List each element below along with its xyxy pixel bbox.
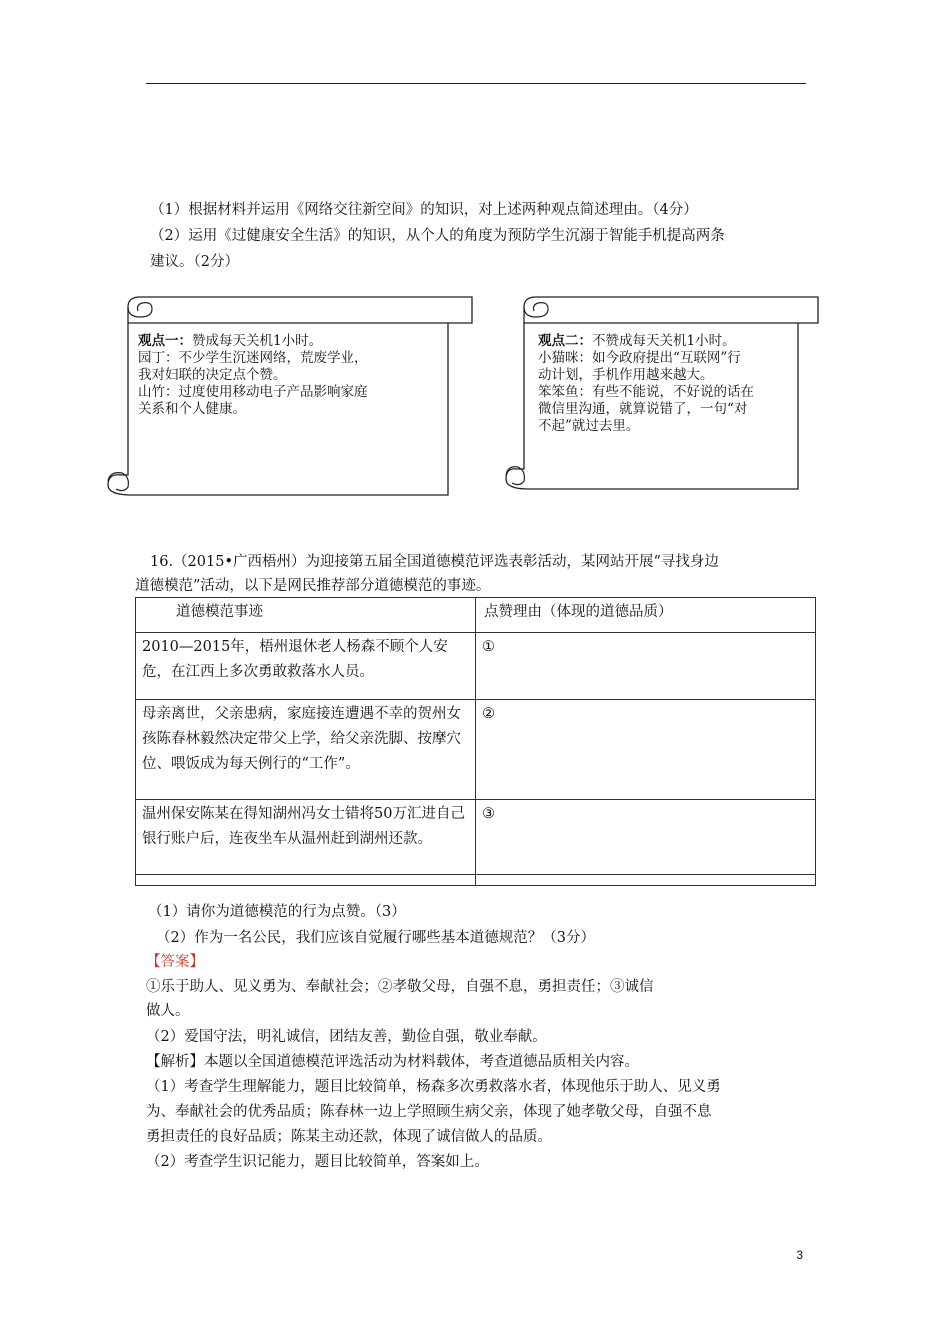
viewpoint-one-line: 关系和个人健康。 xyxy=(138,401,246,417)
viewpoint-two-line: 不起”就过去里。 xyxy=(538,418,640,434)
viewpoint-two-scroll xyxy=(500,295,825,495)
table-row-empty xyxy=(136,875,816,886)
viewpoint-one-line: 山竹：过度使用移动电子产品影响家庭 xyxy=(138,384,368,400)
viewpoint-two-line: 不赞成每天关机1小时。 xyxy=(592,333,736,349)
moral-model-table xyxy=(135,597,816,886)
viewpoint-two-line: 小猫咪：如今政府提出“互联网”行 xyxy=(538,350,741,366)
analysis-line4: 勇担责任的良好品质；陈某主动还款，体现了诚信做人的品质。 xyxy=(146,1129,552,1145)
viewpoint-one-line: 我对妇联的决定点个赞。 xyxy=(138,367,287,383)
header-rule xyxy=(146,83,806,84)
viewpoint-one-title: 观点一： xyxy=(138,333,192,349)
answer-2: （2）爱国守法，明礼诚信，团结友善，勤俭自强，敬业奉献。 xyxy=(146,1029,547,1045)
table-row xyxy=(136,800,816,875)
table-cell-reason: ① xyxy=(476,633,816,700)
page-number: 3 xyxy=(796,1248,803,1262)
table-cell-reason: ② xyxy=(476,700,816,800)
viewpoint-two-title: 观点二： xyxy=(538,333,592,349)
sub-question-1: （1）请你为道德模范的行为点赞。（3） xyxy=(148,904,406,920)
analysis-line3: 为、奉献社会的优秀品质；陈春林一边上学照顾生病父亲，体现了她孝敬父母，自强不息 xyxy=(146,1104,712,1120)
table-cell-story: 母亲离世，父亲患病，家庭接连遭遇不幸的贺州女孩陈春林毅然决定带父上学，给父亲洗脚、按摩穴位、喂饭成为每天例行的“工作”。 xyxy=(136,700,476,800)
table-row xyxy=(136,700,816,800)
viewpoint-two-line: 动计划，手机作用越来越大。 xyxy=(538,367,714,383)
table-cell-story: 温州保安陈某在得知湖州冯女士错将50万汇进自己银行账户后，连夜坐车从温州赶到湖州还款。 xyxy=(136,800,476,875)
question-2-line1: （2）运用《过健康安全生活》的知识，从个人的角度为预防学生沉溺于智能手机提高两条 xyxy=(150,228,725,244)
table-header-row xyxy=(136,598,816,633)
sub-question-2: （2）作为一名公民，我们应该自觉履行哪些基本道德规范？（3分） xyxy=(156,930,595,946)
answer-1-line2: 做人。 xyxy=(146,1003,190,1019)
table-header: 道德模范事迹 xyxy=(136,598,476,633)
answer-label: 【答案】 xyxy=(146,954,204,970)
table-cell-reason: ③ xyxy=(476,800,816,875)
table-cell-story: 2010—2015年，梧州退休老人杨森不顾个人安危，在江西上多次勇敢救落水人员。 xyxy=(136,633,476,700)
question-16-line2: 道德模范”活动，以下是网民推荐部分道德模范的事迹。 xyxy=(135,578,491,594)
viewpoint-two-line: 微信里沟通，就算说错了，一句“对 xyxy=(538,401,748,417)
viewpoint-one-scroll xyxy=(100,295,480,505)
analysis-line1: 【解析】本题以全国道德模范评选活动为材料载体，考查道德品质相关内容。 xyxy=(146,1054,639,1070)
answer-1-line1: ①乐于助人、见义勇为、奉献社会；②孝敬父母，自强不息，勇担责任；③诚信 xyxy=(146,979,654,995)
table-row xyxy=(136,633,816,700)
analysis-line2: （1）考查学生理解能力，题目比较简单，杨森多次勇救落水者，体现他乐于助人、见义勇 xyxy=(146,1079,721,1095)
analysis-line5: （2）考查学生识记能力，题目比较简单，答案如上。 xyxy=(146,1154,489,1170)
viewpoint-two-line: 笨笨鱼：有些不能说，不好说的话在 xyxy=(538,384,754,400)
table-header: 点赞理由（体现的道德品质） xyxy=(476,598,816,633)
question-16-line1: 16.（2015•广西梧州）为迎接第五届全国道德模范评选表彰活动，某网站开展“寻找身边 xyxy=(150,554,719,570)
question-2-line2: 建议。（2分） xyxy=(150,254,239,270)
viewpoint-one-line: 园丁：不少学生沉迷网络，荒废学业， xyxy=(138,350,368,366)
question-1: （1）根据材料并运用《网络交往新空间》的知识，对上述两种观点简述理由。（4分） xyxy=(150,202,698,218)
viewpoint-one-line: 赞成每天关机1小时。 xyxy=(192,333,323,349)
